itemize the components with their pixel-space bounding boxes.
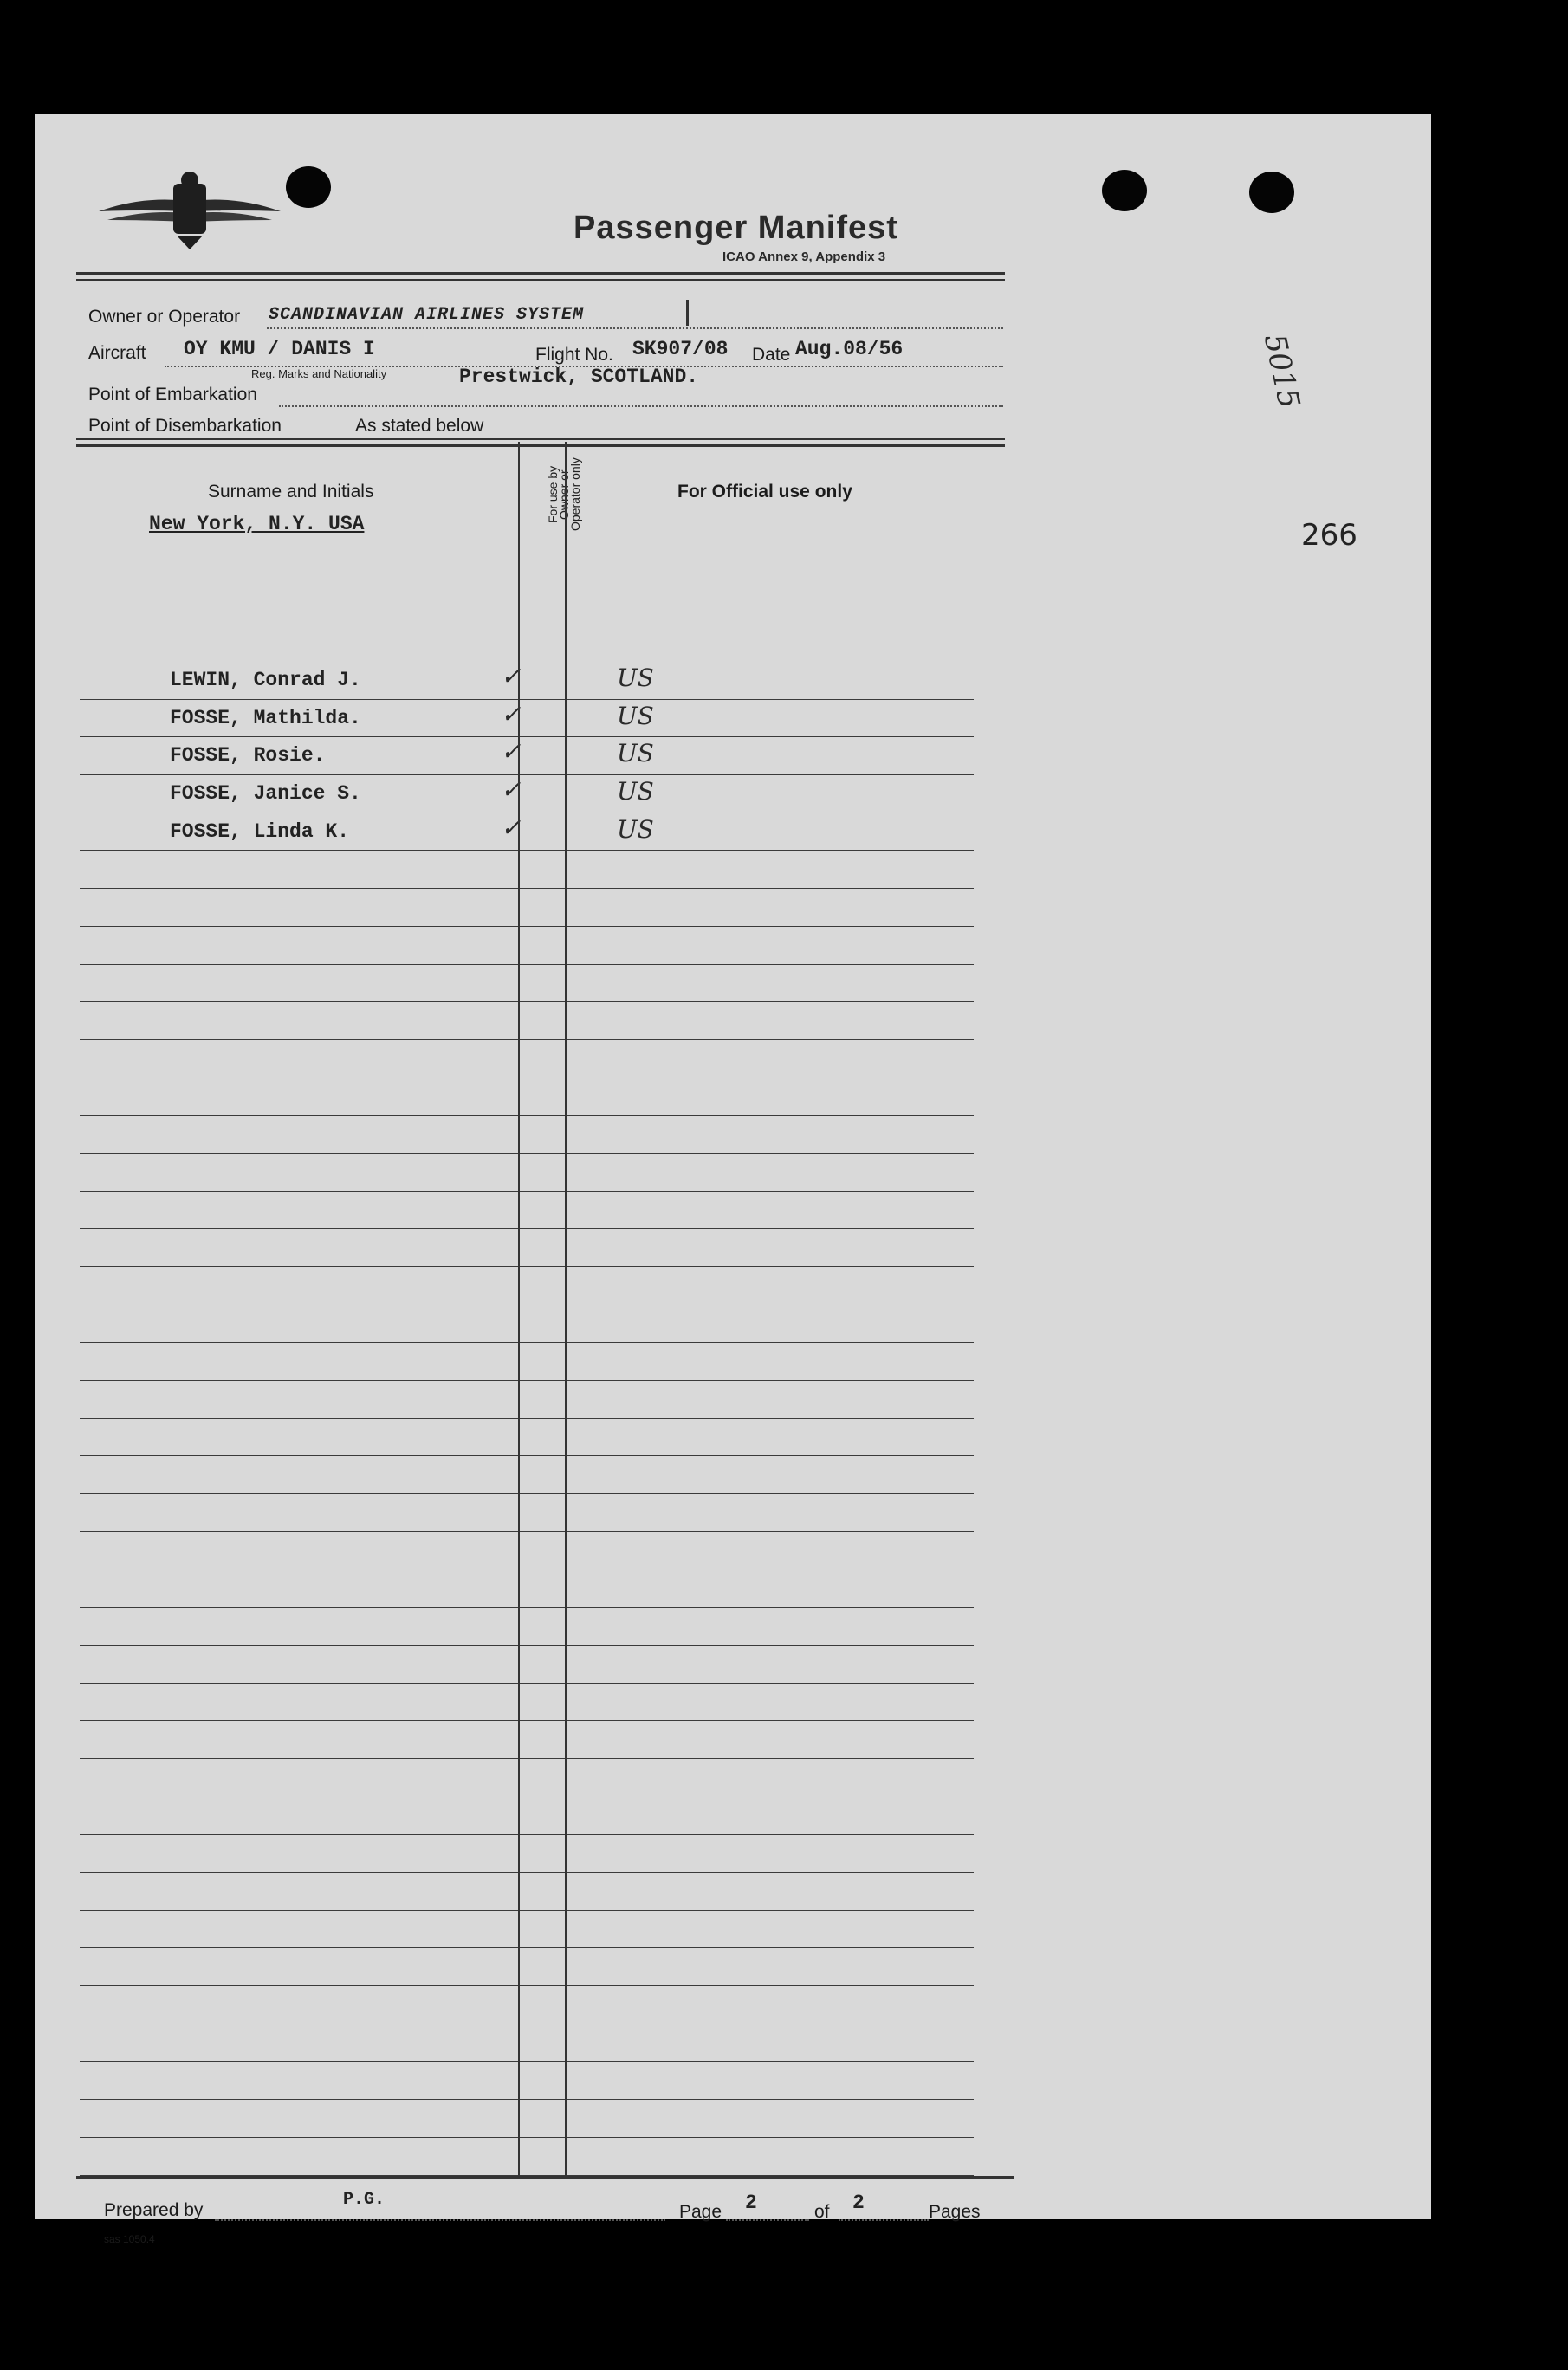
table-row: [80, 1419, 974, 1457]
table-row: [80, 1456, 974, 1494]
table-row: [80, 1116, 974, 1154]
punch-hole: [286, 166, 331, 208]
of-label: of: [814, 2202, 830, 2222]
table-row: [80, 1608, 974, 1646]
disembarkation-value: As stated below: [355, 416, 484, 436]
date-value: Aug.08/56: [795, 338, 904, 360]
owner-divider: [686, 300, 689, 326]
owner-dotline: [267, 327, 1003, 329]
passenger-name: FOSSE, Linda K.: [170, 819, 350, 843]
column-divider-owner-left: [518, 442, 520, 2176]
owner-value: SCANDINAVIAN AIRLINES SYSTEM: [269, 305, 585, 325]
table-row: [80, 1873, 974, 1911]
table-row: [80, 1986, 974, 2024]
table-row: [80, 851, 974, 889]
table-row: [80, 927, 974, 965]
flight-label: Flight No.: [535, 345, 613, 365]
aircraft-label: Aircraft: [88, 343, 146, 363]
passenger-name: FOSSE, Mathilda.: [170, 706, 361, 729]
table-row: [80, 889, 974, 927]
check-mark-icon: ✓: [501, 813, 522, 842]
punch-hole: [1249, 172, 1294, 213]
aircraft-value: OY KMU / DANIS I: [184, 338, 375, 360]
prepared-label: Prepared by: [104, 2200, 204, 2220]
table-row: [80, 1154, 974, 1192]
table-row: [80, 1343, 974, 1381]
manifest-subtitle: ICAO Annex 9, Appendix 3: [722, 249, 886, 264]
handwritten-corner-number: 5015: [1256, 331, 1306, 411]
official-mark: US: [617, 701, 654, 730]
page-dotline: [726, 2219, 809, 2221]
date-label: Date: [752, 345, 791, 365]
table-row: [80, 1078, 974, 1117]
destination-heading: New York, N.Y. USA: [149, 513, 365, 535]
table-row: [80, 1494, 974, 1532]
airline-wings-logo: [90, 166, 289, 253]
table-row: [80, 1835, 974, 1873]
table-row: [80, 1267, 974, 1305]
table-row: [80, 1305, 974, 1344]
official-mark: US: [617, 814, 654, 844]
col-official-header: For Official use only: [677, 482, 852, 502]
table-row: [80, 1797, 974, 1836]
table-row: [80, 1040, 974, 1078]
table-row: [80, 1570, 974, 1609]
table-row: [80, 2100, 974, 2138]
fields-rule: [76, 438, 1005, 440]
table-row: [80, 1002, 974, 1040]
table-row: [80, 700, 974, 738]
passenger-name: LEWIN, Conrad J.: [170, 669, 361, 691]
fields-rule: [76, 444, 1005, 447]
manifest-sheet: [35, 114, 1431, 2245]
manifest-title: Passenger Manifest: [573, 210, 898, 246]
table-row: [80, 2062, 974, 2100]
margin-number: 266: [1301, 518, 1357, 553]
embarkation-dotline: [279, 405, 1003, 407]
disembarkation-label: Point of Disembarkation: [88, 416, 282, 436]
table-row: [80, 1229, 974, 1267]
table-row: [80, 1759, 974, 1797]
check-mark-icon: ✓: [501, 737, 522, 767]
embarkation-label: Point of Embarkation: [88, 385, 257, 405]
check-mark-icon: ✓: [501, 662, 522, 690]
official-mark: US: [617, 777, 654, 806]
page-value: 2: [745, 2192, 757, 2214]
table-row: [80, 965, 974, 1003]
passenger-name: FOSSE, Janice S.: [170, 782, 361, 806]
check-mark-icon: ✓: [501, 775, 522, 805]
table-row: [80, 1381, 974, 1419]
header-rule: [76, 272, 1005, 275]
pages-label: Pages: [929, 2202, 981, 2222]
table-row: [80, 1646, 974, 1684]
prepared-dotline: [215, 2219, 665, 2221]
owner-label: Owner or Operator: [88, 307, 241, 327]
column-divider-owner-right: [565, 442, 567, 2176]
prepared-value: P.G.: [343, 2190, 386, 2210]
table-row: [80, 1911, 974, 1949]
table-row: [80, 2024, 974, 2062]
table-row: [80, 2138, 974, 2176]
form-code: sas 1050.4: [104, 2233, 155, 2245]
check-mark-icon: ✓: [501, 699, 522, 728]
of-dotline: [839, 2219, 929, 2221]
table-row: [80, 813, 974, 852]
table-row: [80, 1948, 974, 1986]
col-owner-header: For use by Owner or Operator only: [546, 457, 582, 532]
col-surname-header: Surname and Initials: [208, 482, 374, 502]
of-value: 2: [852, 2192, 865, 2214]
official-mark: US: [617, 664, 654, 692]
flight-value: SK907/08: [632, 338, 729, 360]
header-rule: [76, 279, 1005, 281]
passenger-table: [80, 662, 974, 2176]
table-bottom-rule: [76, 2176, 1014, 2179]
official-mark: US: [617, 739, 654, 768]
table-row: [80, 1721, 974, 1759]
page-label: Page: [679, 2202, 722, 2222]
table-row: [80, 775, 974, 813]
reg-marks-label: Reg. Marks and Nationality: [251, 367, 387, 380]
table-row: [80, 1532, 974, 1570]
passenger-name: FOSSE, Rosie.: [170, 744, 326, 767]
punch-hole: [1102, 170, 1147, 211]
table-row: [80, 737, 974, 775]
embarkation-value: Prestwick, SCOTLAND.: [459, 366, 699, 388]
table-row: [80, 662, 974, 700]
table-row: [80, 1684, 974, 1722]
table-row: [80, 1192, 974, 1230]
